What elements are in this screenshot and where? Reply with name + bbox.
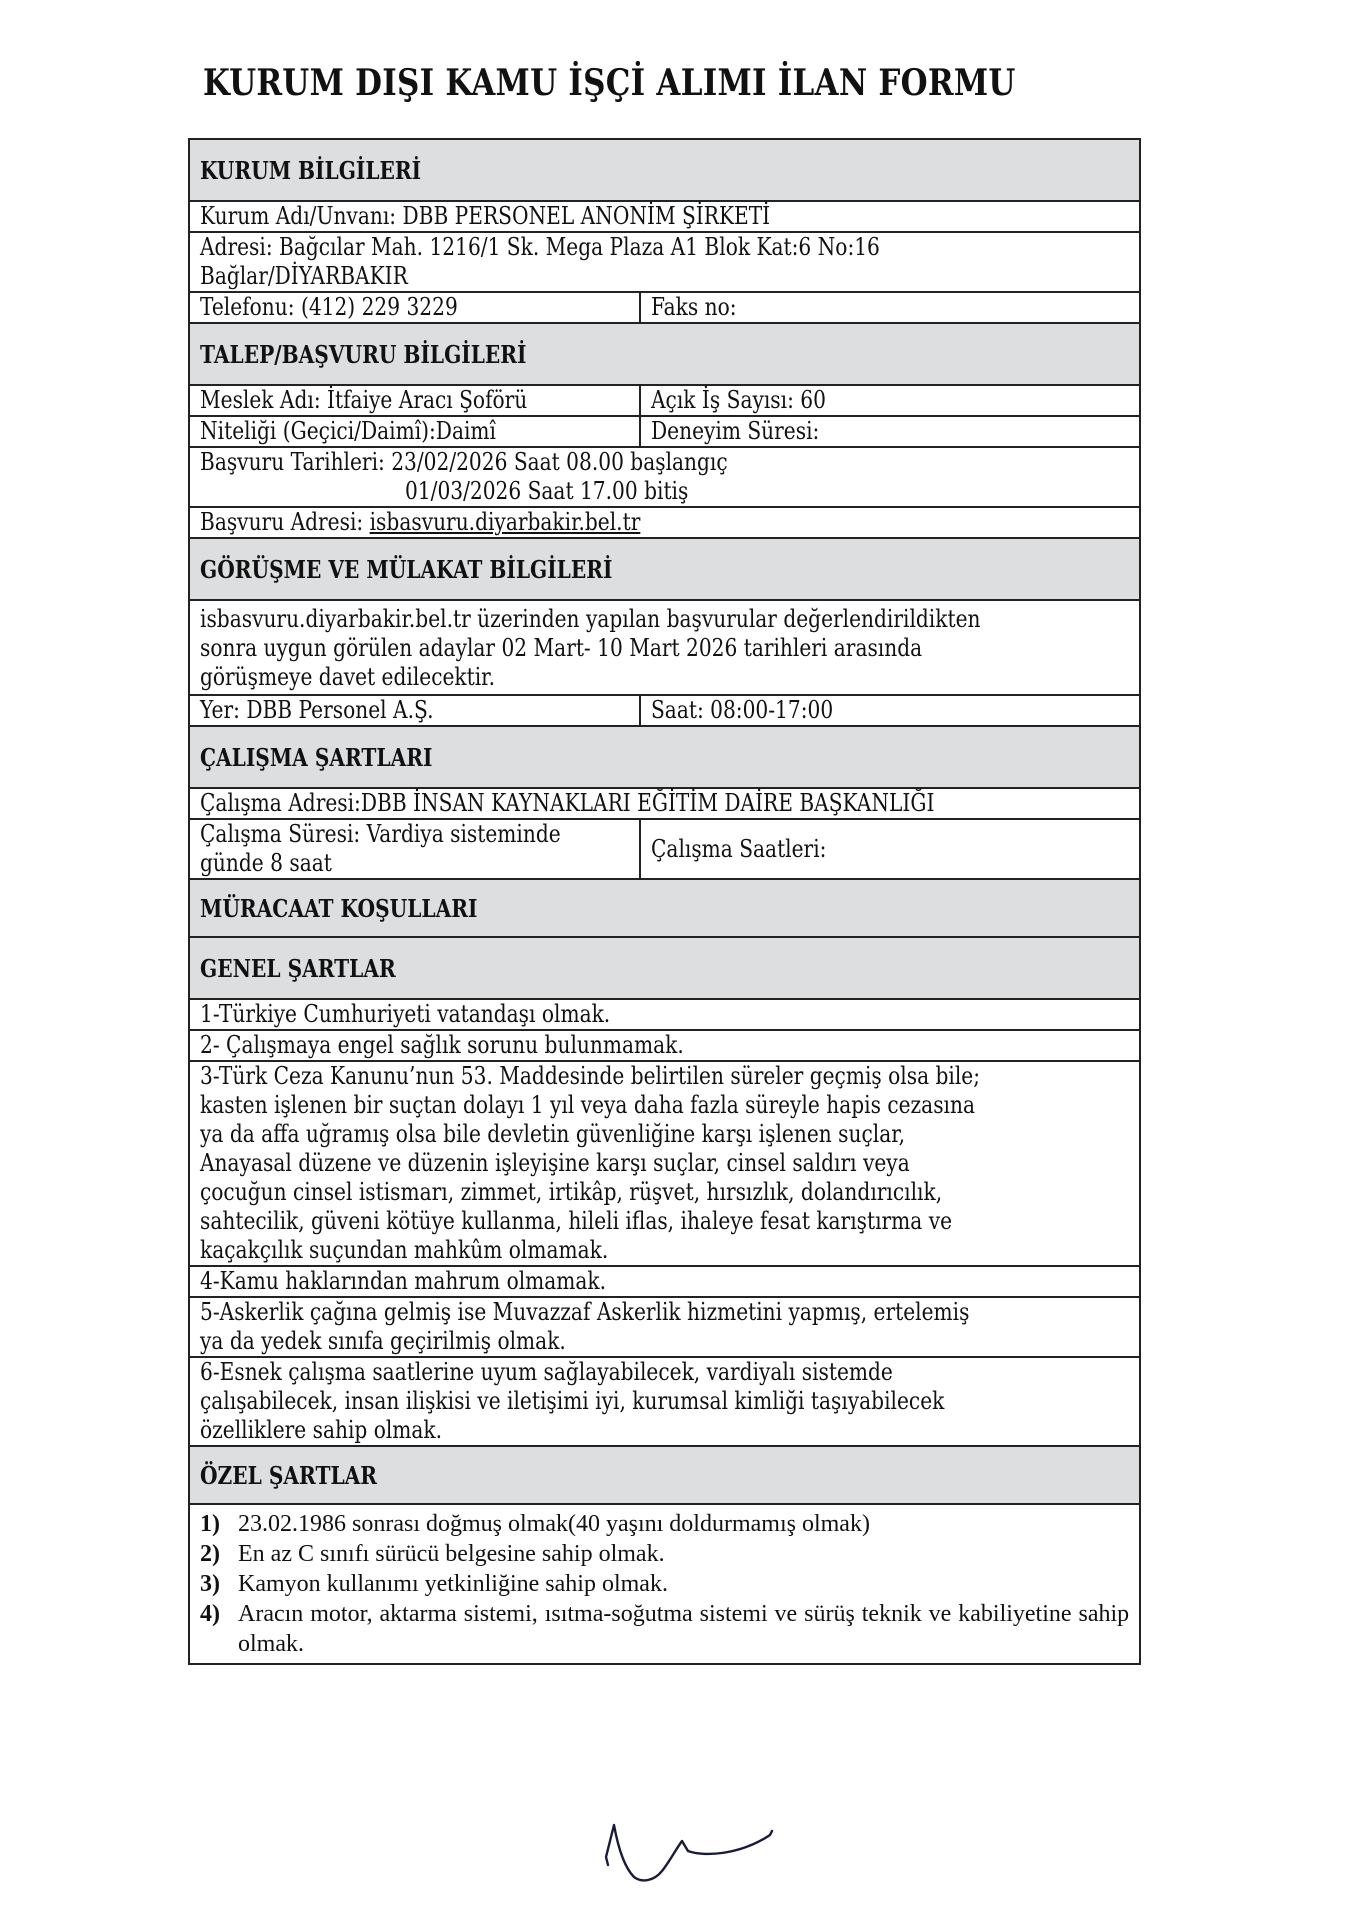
basvuru-tarih-bitis: 01/03/2026 Saat 17.00 bitiş (405, 477, 689, 505)
ozel-item-number: 2) (200, 1541, 220, 1567)
calisma-suresi-line2: günde 8 saat (200, 849, 332, 877)
gorusme-saat: Saat: 08:00-17:00 (651, 696, 834, 724)
kurum-adres-line1: Adresi: Bağcılar Mah. 1216/1 Sk. Mega Plaza A1 Blok Kat:6 No:16 (200, 233, 880, 261)
genel-item-5-line2: ya da yedek sınıfa geçirilmiş olmak. (200, 1327, 566, 1355)
genel-item-3-line1: 3-Türk Ceza Kanunu’nun 53. Maddesinde belirtilen süreler geçmiş olsa bile; (200, 1062, 981, 1090)
genel-item-3-line7: kaçakçılık suçundan mahkûm olmamak. (200, 1236, 609, 1264)
ozel-header: ÖZEL ŞARTLAR (200, 1460, 378, 1490)
section-header-muracaat (189, 879, 1140, 937)
section-header-talep (189, 323, 1140, 385)
muracaat-header: MÜRACAAT KOŞULLARI (200, 893, 478, 923)
gorusme-text-line1: isbasvuru.diyarbakir.bel.tr üzerinden yapılan başvurular değerlendirildikten (200, 605, 981, 633)
genel-item-3-line6: sahtecilik, güveni kötüye kullanma, hileli iflas, ihaleye fesat karıştırma ve (200, 1207, 953, 1235)
gorusme-header: GÖRÜŞME VE MÜLAKAT BİLGİLERİ (200, 554, 613, 584)
deneyim-suresi: Deneyim Süresi: (651, 417, 820, 445)
genel-item-2-line1: 2- Çalışmaya engel sağlık sorunu bulunmamak. (200, 1031, 684, 1059)
genel-header: GENEL ŞARTLAR (200, 953, 396, 983)
announcement-form-table (188, 138, 1141, 1665)
kurum-adi: Kurum Adı/Unvanı: DBB PERSONEL ANONİM ŞİRKETİ (200, 202, 771, 230)
ozel-sartlar-list (200, 1509, 1129, 1659)
genel-item-5-line1: 5-Askerlik çağına gelmiş ise Muvazzaf Askerlik hizmetini yapmış, ertelemiş (200, 1298, 970, 1326)
genel-item-3-line5: çocuğun cinsel istismarı, zimmet, irtikâp, rüşvet, hırsızlık, dolandırıcılık, (200, 1178, 943, 1206)
gorusme-text-line3: görüşmeye davet edilecektir. (200, 663, 496, 691)
kurum-telefon: Telefonu: (412) 229 3229 (200, 293, 458, 321)
genel-item-3-line3: ya da affa uğramış olsa bile devletin güvenliğine karşı işlenen suçlar, (200, 1120, 906, 1148)
signature-stroke (606, 1825, 772, 1880)
genel-item-6-line1: 6-Esnek çalışma saatlerine uyum sağlayabilecek, vardiyalı sistemde (200, 1358, 893, 1386)
ozel-item (200, 1569, 1129, 1599)
section-header-ozel (189, 1446, 1140, 1504)
basvuru-tarih-baslangic: Başvuru Tarihleri: 23/02/2026 Saat 08.00 başlangıç (200, 448, 728, 476)
basvuru-adresi (200, 508, 640, 537)
genel-item (189, 999, 1140, 1030)
section-header-gorusme (189, 538, 1140, 600)
ozel-item-text: 23.02.1986 sonrası doğmuş olmak(40 yaşını doldurmamış olmak) (238, 1511, 870, 1537)
gorusme-text-line2: sonra uygun görülen adaylar 02 Mart- 10 Mart 2026 tarihleri arasında (200, 634, 923, 662)
ozel-item-number: 4) (200, 1601, 220, 1627)
genel-item (189, 1030, 1140, 1061)
niteligi: Niteliği (Geçici/Daimî):Daimî (200, 417, 496, 445)
genel-item-4-line1: 4-Kamu haklarından mahrum olmamak. (200, 1267, 607, 1295)
genel-item (189, 1297, 1140, 1357)
form-title: KURUM DIŞI KAMU İŞÇİ ALIMI İLAN FORMU (203, 62, 1016, 104)
section-header-kurum (189, 139, 1140, 201)
ozel-item-number: 1) (200, 1511, 220, 1537)
ozel-item-text: Kamyon kullanımı yetkinliğine sahip olmak. (238, 1571, 668, 1597)
genel-item-3-line4: Anayasal düzene ve düzenin işleyişine karşı suçlar, cinsel saldırı veya (200, 1149, 910, 1177)
calisma-saatleri: Çalışma Saatleri: (651, 834, 827, 863)
calisma-header: ÇALIŞMA ŞARTLARI (200, 742, 433, 772)
ozel-item (200, 1599, 1129, 1659)
meslek-adi: Meslek Adı: İtfaiye Aracı Şoförü (200, 386, 528, 414)
gorusme-yer: Yer: DBB Personel A.Ş. (200, 696, 434, 724)
genel-item (189, 1061, 1140, 1266)
basvuru-adresi-link[interactable]: isbasvuru.diyarbakir.bel.tr (369, 508, 641, 536)
ozel-item (200, 1539, 1129, 1569)
calisma-suresi-line1: Çalışma Süresi: Vardiya sisteminde (200, 820, 561, 848)
genel-item (189, 1266, 1140, 1297)
ozel-item-text: En az C sınıfı sürücü belgesine sahip olmak. (238, 1541, 665, 1567)
section-header-genel (189, 937, 1140, 999)
talep-header: TALEP/BAŞVURU BİLGİLERİ (200, 339, 527, 369)
kurum-faks: Faks no: (651, 293, 737, 321)
genel-item-1-line1: 1-Türkiye Cumhuriyeti vatandaşı olmak. (200, 1000, 611, 1028)
genel-item-6-line2: çalışabilecek, insan ilişkisi ve iletişimi iyi, kurumsal kimliği taşıyabilecek (200, 1387, 945, 1415)
section-header-calisma (189, 726, 1140, 788)
basvuru-adresi-label: Başvuru Adresi: (200, 508, 370, 536)
ozel-item-number: 3) (200, 1571, 220, 1597)
signature-icon (600, 1795, 800, 1895)
genel-item-3-line2: kasten işlenen bir suçtan dolayı 1 yıl veya daha fazla süreyle hapis cezasına (200, 1091, 975, 1119)
kurum-header: KURUM BİLGİLERİ (200, 155, 422, 185)
acik-is-sayisi: Açık İş Sayısı: 60 (651, 386, 827, 414)
kurum-adres-line2: Bağlar/DİYARBAKIR (200, 262, 408, 290)
calisma-adresi: Çalışma Adresi:DBB İNSAN KAYNAKLARI EĞİTİM DAİRE BAŞKANLIĞI (200, 789, 935, 817)
genel-item-6-line3: özelliklere sahip olmak. (200, 1416, 443, 1444)
ozel-item (200, 1509, 1129, 1539)
genel-item (189, 1357, 1140, 1446)
ozel-item-text: Aracın motor, aktarma sistemi, ısıtma-soğutma sistemi ve sürüş teknik ve kabiliyetine sahip olmak. (238, 1601, 1130, 1657)
